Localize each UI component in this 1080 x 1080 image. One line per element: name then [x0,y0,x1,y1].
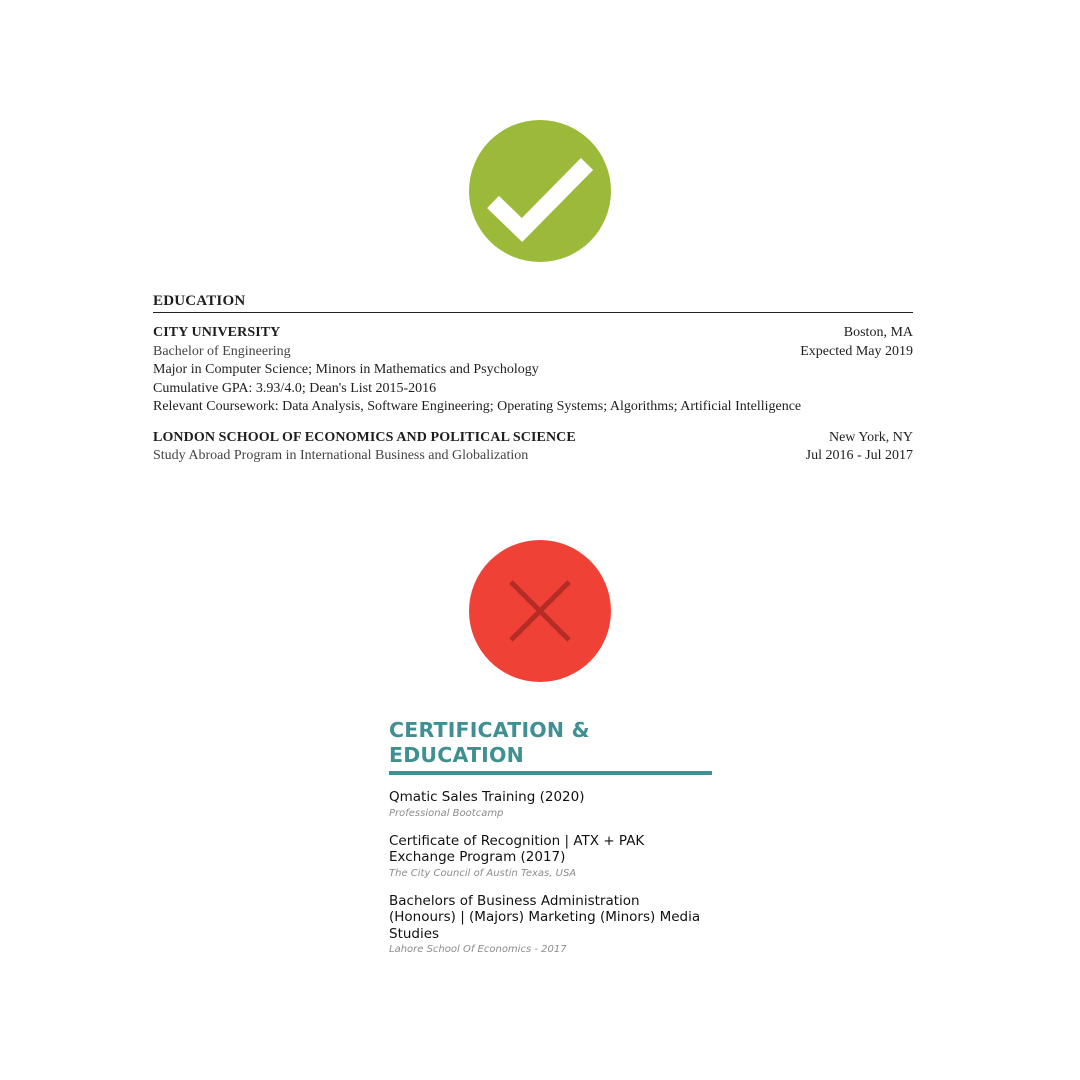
institution-name: CITY UNIVERSITY [153,325,281,340]
certification-item [389,789,712,821]
certification-subtitle: Lahore School Of Economics - 2017 [389,944,567,955]
checkmark-icon [469,120,611,262]
education-entry [153,429,913,466]
good-example-badge [469,120,611,262]
certification-item [389,833,712,881]
certification-title: Certificate of Recognition | ATX + PAK Exchange Program (2017) [389,832,645,865]
education-detail: Cumulative GPA: 3.93/4.0; Dean's List 2015-2016 [153,380,437,396]
education-detail: Relevant Coursework: Data Analysis, Software Engineering; Operating Systems; Algorithms; Artificial Intelligence [153,399,802,414]
institution-location: New York, NY [828,429,913,445]
good-education-section [153,292,913,466]
institution-location: Boston, MA [843,325,913,340]
certification-title: Qmatic Sales Training (2020) [389,789,585,805]
bad-section-title-line: CERTIFICATION & [389,718,590,742]
certification-title: Bachelors of Business Administration (Honours) | (Majors) Marketing (Minors) Media Studies [389,892,701,942]
bad-section-title [389,718,712,775]
degree-date: Expected May 2019 [800,343,913,359]
bad-education-section [389,718,712,957]
certification-item [389,893,712,958]
degree-name: Bachelor of Engineering [153,343,291,359]
good-badge-circle [469,120,611,262]
certification-subtitle: Professional Bootcamp [389,807,504,819]
education-entry [153,324,913,417]
x-mark-icon [469,540,611,682]
degree-name: Study Abroad Program in International Business and Globalization [153,448,529,463]
certification-subtitle: The City Council of Austin Texas, USA [389,867,577,879]
education-detail: Major in Computer Science; Minors in Mathematics and Psychology [153,362,539,377]
institution-name: LONDON SCHOOL OF ECONOMICS AND POLITICAL SCIENCE [153,429,576,445]
good-section-title: EDUCATION [153,292,913,313]
degree-date: Jul 2016 - Jul 2017 [805,448,913,463]
bad-section-title-line: EDUCATION [389,743,524,767]
bad-example-badge [469,540,611,682]
